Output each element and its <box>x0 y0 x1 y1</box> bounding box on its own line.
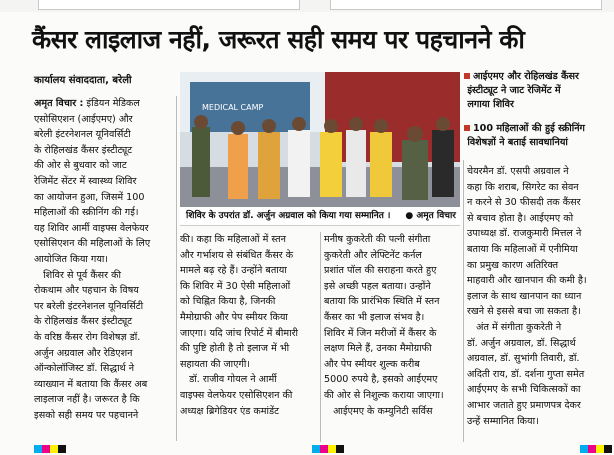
article-column-1 <box>34 96 174 423</box>
headline: कैंसर लाइलाज नहीं, जरूरत सही समय पर पहचानने की <box>32 25 525 54</box>
column-divider <box>320 232 321 442</box>
column-divider <box>176 96 177 441</box>
caption-text: शिविर के उपरांत डॉ. अर्जुन अग्रवाल को किया गया सम्मानित । <box>186 211 391 221</box>
article-column-4: चेयरमैन डॉ. एसपी अग्रवाल ने कहा कि शराब, सिगरेट का सेवन न करने से 30 फीसदी तक कैंसर से बचाव होता है। आईएमए को उपाध्यक्ष डॉ. राजकुमारी मित्तल ने बताया कि महिलाओं में एनीमिया का प्रमुख कारण अतिरिक्त माहवारी और खानपान की कमी है। इलाज के साथ खानपान का ध्यान रखने से इससे बचा जा सकता है। अंत में संगीता कुकरेती ने डॉ. अर्जुन अग्रवाल, डॉ. सिद्धार्थ अग्रवाल, डॉ. सुभांगी तिवारी, डॉ. अदिती राय, डॉ. दर्शना गुप्ता समेत आईएमए के सभी चिकित्सकों का आभार जताते हुए प्रमाणपत्र देकर उन्हें सम्मानित किया। <box>467 166 587 427</box>
column-divider <box>463 160 464 442</box>
column-lead: अमृत विचार : <box>34 98 84 109</box>
photo-banner-text: MEDICAL CAMP <box>202 103 264 112</box>
printer-color-bar <box>312 445 344 453</box>
previous-article-edge <box>330 0 602 10</box>
bullet-square-icon <box>464 125 470 131</box>
previous-article-edge <box>38 0 300 10</box>
column-text: इंडियन मेडिकल एसोसिएशन (आईएमए) और बरेली इंटरनेशनल यूनिवर्सिटी के रोहिलखंड कैंसर इंस्टीट्यूट की ओर से बुधवार को जाट रेजिमेंट सेंटर में स्वास्थ्य शिविर का आयोजन हुआ, जिसमें 100 महिलाओं की स्क्रीनिंग की गई। यह शिविर आर्मी वाइफ्स वेलफेयर एसोसिएशन की महिलाओं के लिए आयोजित किया गया। शिविर से पूर्व कैंसर की रोकथाम और पहचान के विषय पर बरेली इंटरनेशनल यूनिवर्सिटी के रोहिलखंड कैंसर इंस्टीट्यूट के वरिष्ठ कैंसर रोग विशेषज्ञ डॉ. अर्जुन अग्रवाल और रेडिएशन ऑन्कोलॉजिस्ट डॉ. सिद्धार्थ ने व्याख्यान में बताया कि कैंसर अब लाइलाज नहीं है। जरूरत है कि इसको सही समय पर पहचानने <box>34 98 151 421</box>
printer-color-bar <box>580 445 612 453</box>
photo-credit: ● अमृत विचार <box>405 211 456 221</box>
event-photo-illustration <box>180 72 460 207</box>
highlight-text: आईएमए और रोहिलखंड कैंसर इंस्टीट्यूट ने जाट रेजिमेंट में लगाया शिविर <box>467 71 579 110</box>
photo-caption <box>180 207 460 226</box>
highlights-box <box>464 70 614 150</box>
bullet-square-icon <box>464 73 470 79</box>
highlight-item <box>464 122 614 150</box>
dateline: कार्यालय संवाददाता, बरेली <box>34 75 132 86</box>
printer-color-bar <box>34 445 66 453</box>
article-column-3: मनीष कुकरेती की पत्नी संगीता कुकरेती और लेफ्टिनेंट कर्नल प्रशांत पॉल की सराहना करते हुए इसे अच्छी पहल बताया। उन्होंने बताया कि प्रारंभिक स्थिति में स्तन कैंसर का भी इलाज संभव है। शिविर में जिन मरीजों में कैंसर के लक्षण मिले हैं, उनका मैमोग्राफी और पेप स्मीयर शुल्क करीब 5000 रुपये है, इसको आईएमए की ओर से निशुल्क कराया जाएगा। आईएमए के कम्युनिटी सर्विस <box>324 234 444 417</box>
article-column-2: की। कहा कि महिलाओं में स्तन और गर्भाशय से संबंधित कैंसर के मामले बढ़ रहे हैं। उन्होंने बताया कि शिविर में 30 ऐसी महिलाओं को चिह्नित किया है, जिनकी मैमोग्राफी और पेप स्मीयर किया जाएगा। यदि जांच रिपोर्ट में बीमारी की पुष्टि होती है तो इलाज में भी सहायता की जाएगी। डॉ. राजीव गोयल ने आर्मी वाइफ्स वेलफेयर एसोसिएशन की अध्यक्ष ब्रिगेडियर एंड कमांडेंट <box>180 234 299 417</box>
news-photo <box>180 72 460 207</box>
highlight-text: 100 महिलाओं की हुई स्क्रीनिंग विशेषज्ञों ने बताई सावधानियां <box>467 123 585 148</box>
highlight-item <box>464 70 614 112</box>
